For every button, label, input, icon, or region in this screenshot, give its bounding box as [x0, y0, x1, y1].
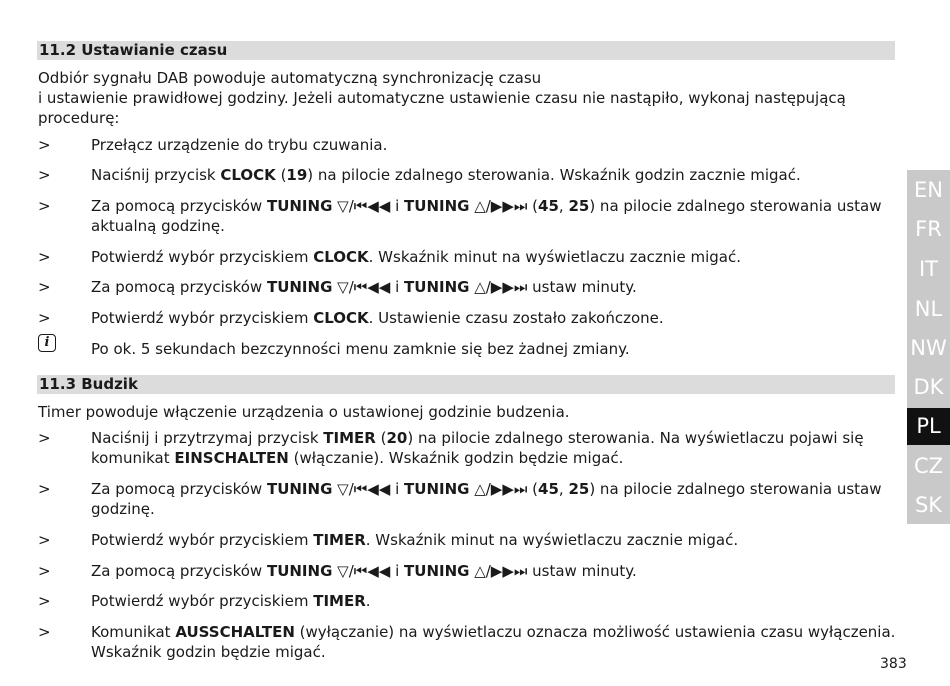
step-text: Naciśnij i przytrzymaj przycisk TIMER (20) na pilocie zdalnego sterowania. Na wyświetlaczu pojawi się komunikat EINSCHALTEN (włączanie). Wskaźnik godzin będzie migać. — [91, 429, 864, 467]
step-marker: > — [38, 309, 51, 327]
note-text: Po ok. 5 sekundach bezczynności menu zamknie się bez żadnej zmiany. — [91, 340, 630, 358]
lang-nw[interactable]: NW — [910, 336, 947, 360]
step-text: Za pomocą przycisków TUNING ▽/⏮◀◀ i TUNING △/▶▶⏭ (45, 25) na pilocie zdalnego sterowania ustaw godzinę. — [91, 480, 882, 518]
step-marker: > — [38, 166, 51, 184]
step-text: Potwierdź wybór przyciskiem TIMER. — [91, 592, 371, 610]
step-marker: > — [38, 562, 51, 580]
button-name: CLOCK — [220, 166, 276, 184]
step-marker: > — [38, 197, 51, 215]
lang-en[interactable]: EN — [914, 178, 943, 202]
lang-sk[interactable]: SK — [914, 493, 943, 517]
step-marker: > — [38, 592, 51, 610]
step-text: Potwierdź wybór przyciskiem TIMER. Wskaźnik minut na wyświetlaczu zacznie migać. — [91, 531, 739, 549]
lang-dk[interactable]: DK — [913, 375, 944, 399]
lang-it[interactable]: IT — [918, 257, 939, 281]
step-text: Za pomocą przycisków TUNING ▽/⏮◀◀ i TUNING △/▶▶⏭ ustaw minuty. — [91, 562, 637, 580]
step-text: Przełącz urządzenie do trybu czuwania. — [91, 136, 388, 154]
step-text: Potwierdź wybór przyciskiem CLOCK. Wskaźnik minut na wyświetlaczu zacznie migać. — [91, 248, 741, 266]
lang-pl[interactable]: PL — [907, 408, 950, 445]
lang-cz[interactable]: CZ — [913, 454, 944, 478]
step-marker: > — [38, 480, 51, 498]
info-icon: i — [38, 334, 56, 352]
section-heading-11-2: 11.2 Ustawianie czasu — [37, 41, 895, 60]
language-tab — [907, 170, 950, 524]
step-marker: > — [38, 136, 51, 154]
step-text: Potwierdź wybór przyciskiem CLOCK. Ustawienie czasu zostało zakończone. — [91, 309, 664, 327]
button-number: 19 — [286, 166, 308, 184]
intro-paragraph-11-3: Timer powoduje włączenie urządzenia o ustawionej godzinie budzenia. — [38, 403, 570, 421]
intro-paragraph-11-2 — [38, 68, 898, 128]
step-marker: > — [38, 429, 51, 447]
step-text: Komunikat AUSSCHALTEN (wyłączanie) na wyświetlaczu oznacza możliwość ustawienia czasu wyłączenia. Wskaźnik godzin będzie migać. — [91, 623, 896, 661]
intro-line-1: Odbiór sygnału DAB powoduje automatyczną synchronizację czasu — [38, 69, 542, 87]
step-marker: > — [38, 623, 51, 641]
lang-nl[interactable]: NL — [914, 297, 943, 321]
intro-line-2: i ustawienie prawidłowej godziny. Jeżeli automatyczne ustawienie czasu nie nastąpiło, wykonaj następującą — [38, 89, 846, 107]
step-text: Naciśnij przycisk CLOCK (19) na pilocie zdalnego sterowania. Wskaźnik godzin zacznie migać. — [91, 166, 801, 184]
step-marker: > — [38, 531, 51, 549]
step-marker: > — [38, 248, 51, 266]
step-text: Za pomocą przycisków TUNING ▽/⏮◀◀ i TUNING △/▶▶⏭ (45, 25) na pilocie zdalnego sterowania ustaw aktualną godzinę. — [91, 197, 882, 235]
page-number: 383 — [880, 656, 907, 672]
step-text: Za pomocą przycisków TUNING ▽/⏮◀◀ i TUNING △/▶▶⏭ ustaw minuty. — [91, 278, 637, 296]
lang-fr[interactable]: FR — [915, 217, 942, 241]
section-heading-11-3: 11.3 Budzik — [37, 375, 895, 394]
intro-line-3: procedurę: — [38, 109, 120, 127]
step-marker: > — [38, 278, 51, 296]
